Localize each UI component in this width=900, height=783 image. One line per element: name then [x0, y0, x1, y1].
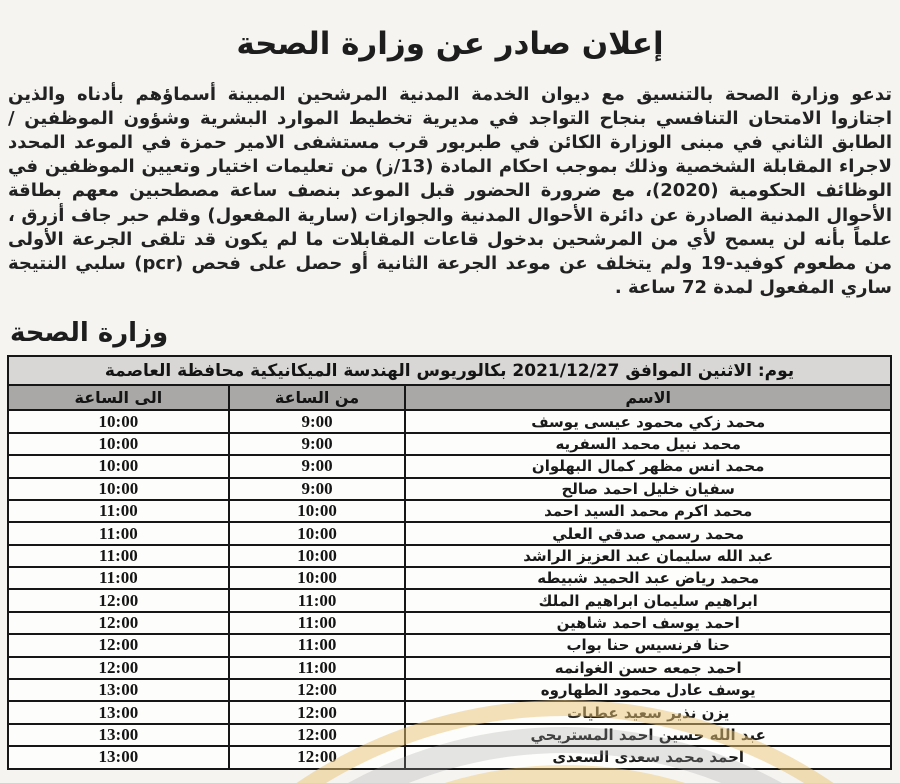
to-time-cell: 13:00: [8, 679, 229, 701]
announcement-body: تدعو وزارة الصحة بالتنسيق مع ديوان الخدمة المدنية المرشحين المبينة أسماؤهم بأدناه والذين اجتازوا الامتحان التنافسي بنجاح التواجد في مديرية تخطيط الموارد البشرية وشؤون الموظفين / الطابق الثاني في مبنى الوزارة الكائن في طبربور قرب مستشفى الامير حمزة في الموعد المحدد لاجراء المقابلة الشخصية وذلك بموجب احكام المادة (13/ز) من تعليمات اختيار وتعيين الموظفين في الوظائف الحكومية (2020)، مع ضرورة الحضور قبل الموعد بنصف ساعة مصطحبين معهم بطاقة الأحوال المدنية الصادرة عن دائرة الأحوال المدنية والجوازات (سارية المفعول) وقلم حبر جاف أزرق ، علماً بأنه لن يسمح لأي من المرشحين بدخول قاعات المقابلات ما لم يكون قد تلقى الجرعة الأولى من مطعوم كوفيد-19 ولم يتخلف عن موعد الجرعة الثانية أو حصل على فحص (pcr) سلبي النتيجة ساري المفعول لمدة 72 ساعة .: [8, 83, 893, 299]
from-time-cell: 12:00: [229, 679, 406, 701]
from-time-cell: 12:00: [229, 724, 406, 746]
from-time-cell: 10:00: [229, 500, 406, 522]
from-time-cell: 10:00: [229, 567, 406, 589]
name-cell: احمد جمعه حسن الغوانمه: [405, 657, 891, 679]
table-row: [8, 500, 891, 522]
from-time-cell: 12:00: [229, 746, 406, 768]
name-cell: محمد اكرم محمد السيد احمد: [405, 500, 891, 522]
name-cell: حنا فرنسيس حنا بواب: [405, 634, 891, 656]
from-time-cell: 9:00: [229, 433, 406, 455]
from-time-cell: 11:00: [229, 634, 406, 656]
table-row: [8, 589, 891, 611]
name-cell: محمد رسمي صدقي العلي: [405, 522, 891, 544]
table-row: [8, 522, 891, 544]
to-time-cell: 13:00: [8, 746, 229, 768]
to-time-cell: 10:00: [8, 478, 229, 500]
from-time-cell: 11:00: [229, 589, 406, 611]
name-cell: يزن نذير سعيد عطيات: [405, 701, 891, 723]
to-time-cell: 11:00: [8, 522, 229, 544]
name-cell: عبد الله حسين احمد المستريحي: [405, 724, 891, 746]
session-header: يوم: الاثنين الموافق 2021/12/27 بكالوريوس الهندسة الميكانيكية محافظة العاصمة: [8, 356, 891, 385]
name-cell: ابراهيم سليمان ابراهيم الملك: [405, 589, 891, 611]
table-row: [8, 679, 891, 701]
to-time-cell: 11:00: [8, 545, 229, 567]
table-row: [8, 746, 891, 768]
ministry-signature: وزارة الصحة: [10, 318, 169, 349]
from-time-cell: 12:00: [229, 701, 406, 723]
name-cell: محمد زكي محمود عيسى يوسف: [405, 410, 891, 432]
to-time-cell: 13:00: [8, 701, 229, 723]
table-row: [8, 478, 891, 500]
from-time-cell: 9:00: [229, 478, 406, 500]
table-row: [8, 701, 891, 723]
table-row: [8, 567, 891, 589]
to-time-cell: 12:00: [8, 634, 229, 656]
name-cell: احمد محمد سعدى السعدى: [405, 746, 891, 768]
to-time-cell: 12:00: [8, 589, 229, 611]
to-time-cell: 12:00: [8, 612, 229, 634]
name-cell: عبد الله سليمان عبد العزيز الراشد: [405, 545, 891, 567]
interview-schedule-table: [7, 355, 892, 769]
column-header-name: الاسم: [405, 385, 891, 410]
from-time-cell: 11:00: [229, 612, 406, 634]
table-row: [8, 410, 891, 432]
to-time-cell: 11:00: [8, 500, 229, 522]
name-cell: محمد رياض عبد الحميد شبيطه: [405, 567, 891, 589]
table-row: [8, 545, 891, 567]
to-time-cell: 11:00: [8, 567, 229, 589]
from-time-cell: 9:00: [229, 410, 406, 432]
name-cell: احمد يوسف احمد شاهين: [405, 612, 891, 634]
from-time-cell: 10:00: [229, 545, 406, 567]
table-row: [8, 657, 891, 679]
schedule-body: [8, 410, 891, 768]
from-time-cell: 9:00: [229, 455, 406, 477]
column-header-to: الى الساعة: [8, 385, 229, 410]
to-time-cell: 10:00: [8, 455, 229, 477]
table-row: [8, 634, 891, 656]
from-time-cell: 11:00: [229, 657, 406, 679]
column-header-from: من الساعة: [229, 385, 406, 410]
page-content: [0, 21, 900, 770]
name-cell: سفيان خليل احمد صالح: [405, 478, 891, 500]
table-row: [8, 724, 891, 746]
to-time-cell: 13:00: [8, 724, 229, 746]
to-time-cell: 10:00: [8, 410, 229, 432]
name-cell: محمد نبيل محمد السفريه: [405, 433, 891, 455]
table-row: [8, 612, 891, 634]
from-time-cell: 10:00: [229, 522, 406, 544]
table-row: [8, 455, 891, 477]
session-header-row: [8, 356, 891, 385]
name-cell: يوسف عادل محمود الطهاروه: [405, 679, 891, 701]
to-time-cell: 10:00: [8, 433, 229, 455]
table-row: [8, 433, 891, 455]
to-time-cell: 12:00: [8, 657, 229, 679]
announcement-title: إعلان صادر عن وزارة الصحة: [236, 25, 664, 62]
name-cell: محمد انس مظهر كمال البهلوان: [405, 455, 891, 477]
column-header-row: [8, 385, 891, 410]
